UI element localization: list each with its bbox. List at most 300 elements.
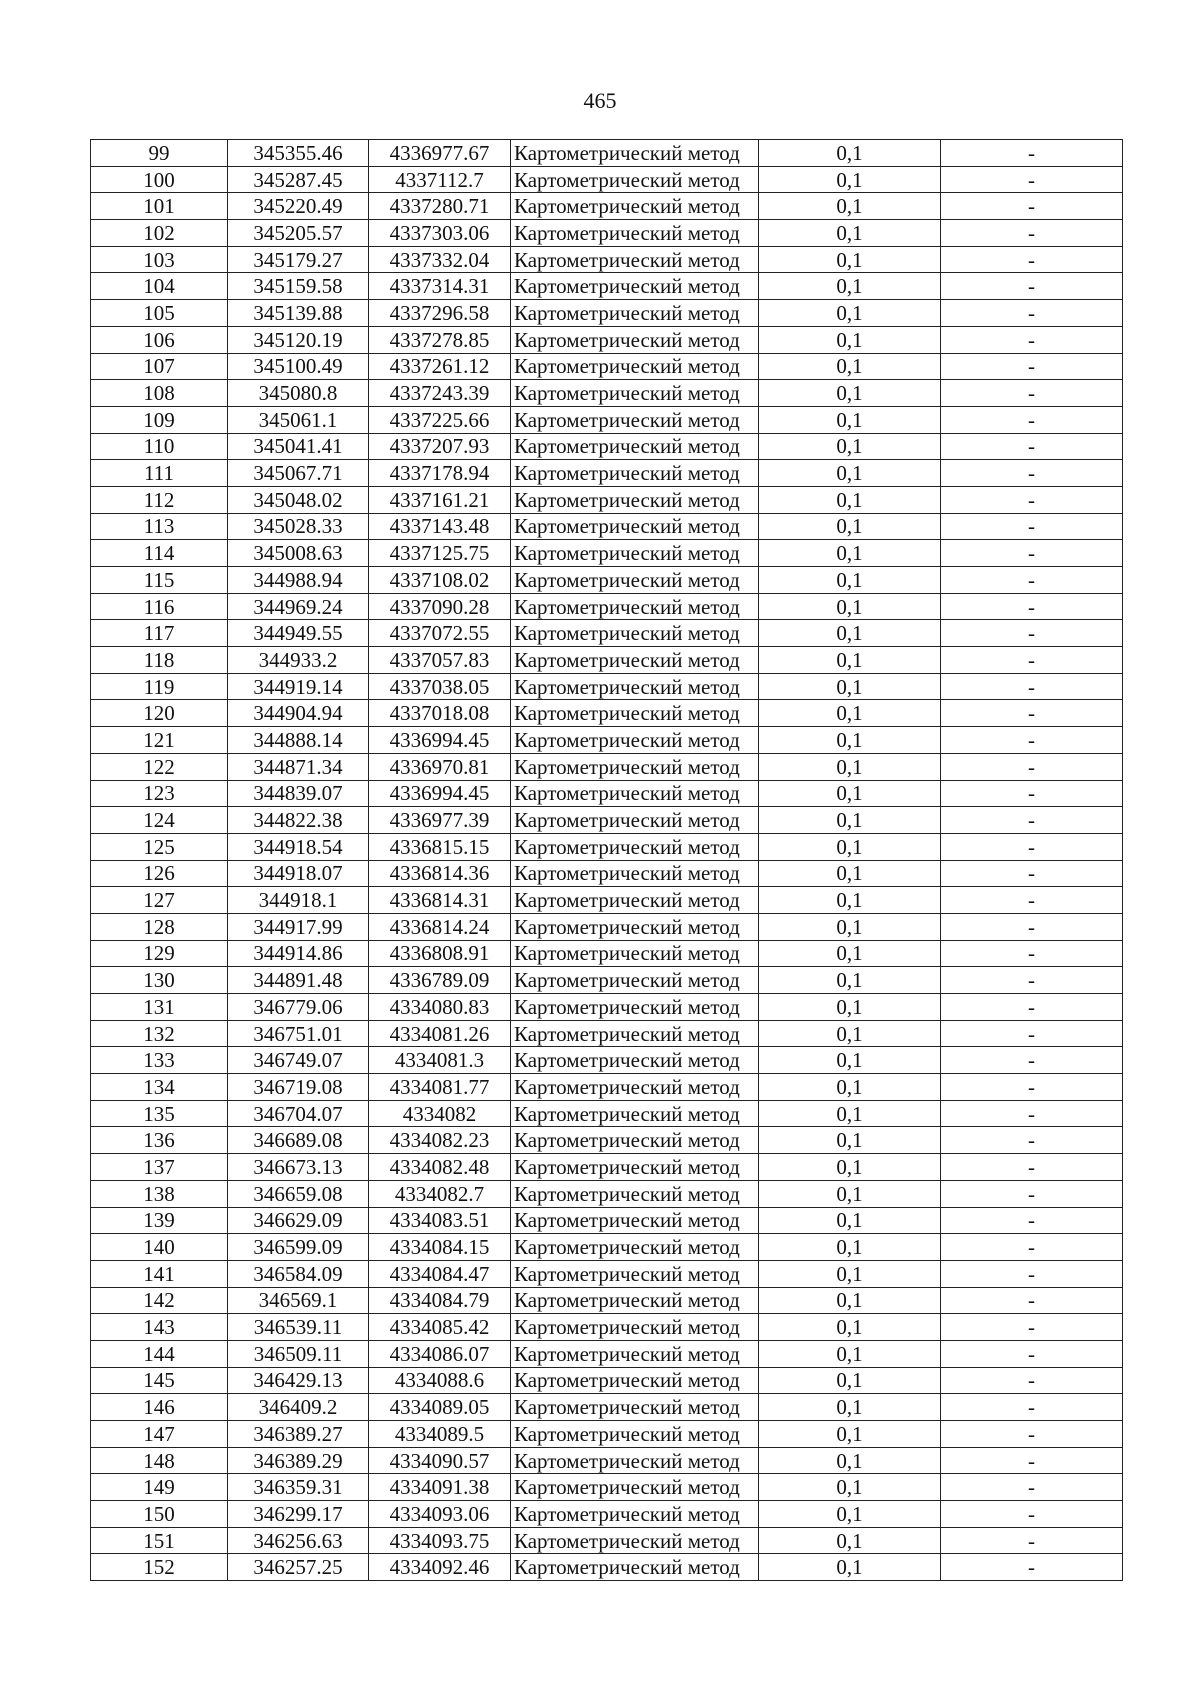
accuracy-cell: 0,1 [759, 380, 941, 407]
point-number-cell: 112 [91, 486, 228, 513]
y-coordinate-cell: 4337243.39 [369, 380, 511, 407]
accuracy-cell: 0,1 [759, 1527, 941, 1554]
x-coordinate-cell: 346509.11 [228, 1340, 369, 1367]
y-coordinate-cell: 4334091.38 [369, 1474, 511, 1501]
point-number-cell: 115 [91, 567, 228, 594]
point-number-cell: 144 [91, 1340, 228, 1367]
table-row [91, 513, 1123, 540]
x-coordinate-cell: 345220.49 [228, 193, 369, 220]
x-coordinate-cell: 344891.48 [228, 967, 369, 994]
point-number-cell: 147 [91, 1421, 228, 1448]
point-number-cell: 108 [91, 380, 228, 407]
note-cell: - [941, 406, 1123, 433]
method-cell: Картометрический метод [511, 994, 759, 1021]
y-coordinate-cell: 4337296.58 [369, 300, 511, 327]
point-number-cell: 101 [91, 193, 228, 220]
x-coordinate-cell: 346539.11 [228, 1314, 369, 1341]
point-number-cell: 113 [91, 513, 228, 540]
y-coordinate-cell: 4334086.07 [369, 1340, 511, 1367]
x-coordinate-cell: 346659.08 [228, 1180, 369, 1207]
table-row [91, 1367, 1123, 1394]
x-coordinate-cell: 344918.07 [228, 860, 369, 887]
point-number-cell: 116 [91, 593, 228, 620]
point-number-cell: 121 [91, 727, 228, 754]
point-number-cell: 104 [91, 273, 228, 300]
y-coordinate-cell: 4334090.57 [369, 1447, 511, 1474]
x-coordinate-cell: 345139.88 [228, 300, 369, 327]
table-row [91, 1074, 1123, 1101]
table-row [91, 620, 1123, 647]
accuracy-cell: 0,1 [759, 1074, 941, 1101]
accuracy-cell: 0,1 [759, 1421, 941, 1448]
x-coordinate-cell: 345080.8 [228, 380, 369, 407]
y-coordinate-cell: 4337178.94 [369, 460, 511, 487]
note-cell: - [941, 380, 1123, 407]
point-number-cell: 150 [91, 1501, 228, 1528]
accuracy-cell: 0,1 [759, 567, 941, 594]
note-cell: - [941, 1447, 1123, 1474]
accuracy-cell: 0,1 [759, 807, 941, 834]
x-coordinate-cell: 346429.13 [228, 1367, 369, 1394]
accuracy-cell: 0,1 [759, 1180, 941, 1207]
x-coordinate-cell: 344918.54 [228, 833, 369, 860]
y-coordinate-cell: 4337018.08 [369, 700, 511, 727]
method-cell: Картометрический метод [511, 593, 759, 620]
note-cell: - [941, 326, 1123, 353]
accuracy-cell: 0,1 [759, 647, 941, 674]
point-number-cell: 133 [91, 1047, 228, 1074]
y-coordinate-cell: 4334084.47 [369, 1260, 511, 1287]
table-row [91, 860, 1123, 887]
point-number-cell: 100 [91, 166, 228, 193]
x-coordinate-cell: 345205.57 [228, 220, 369, 247]
table-row [91, 1527, 1123, 1554]
y-coordinate-cell: 4337225.66 [369, 406, 511, 433]
note-cell: - [941, 460, 1123, 487]
method-cell: Картометрический метод [511, 1527, 759, 1554]
x-coordinate-cell: 346779.06 [228, 994, 369, 1021]
y-coordinate-cell: 4336815.15 [369, 833, 511, 860]
accuracy-cell: 0,1 [759, 673, 941, 700]
table-row [91, 1394, 1123, 1421]
table-row [91, 326, 1123, 353]
method-cell: Картометрический метод [511, 913, 759, 940]
x-coordinate-cell: 346389.27 [228, 1421, 369, 1448]
table-row [91, 486, 1123, 513]
y-coordinate-cell: 4337280.71 [369, 193, 511, 220]
point-number-cell: 127 [91, 887, 228, 914]
note-cell: - [941, 220, 1123, 247]
y-coordinate-cell: 4337261.12 [369, 353, 511, 380]
note-cell: - [941, 1154, 1123, 1181]
x-coordinate-cell: 344914.86 [228, 940, 369, 967]
table-row [91, 940, 1123, 967]
point-number-cell: 131 [91, 994, 228, 1021]
point-number-cell: 122 [91, 753, 228, 780]
x-coordinate-cell: 344949.55 [228, 620, 369, 647]
accuracy-cell: 0,1 [759, 353, 941, 380]
method-cell: Картометрический метод [511, 1447, 759, 1474]
method-cell: Картометрический метод [511, 1154, 759, 1181]
y-coordinate-cell: 4336814.31 [369, 887, 511, 914]
y-coordinate-cell: 4337038.05 [369, 673, 511, 700]
method-cell: Картометрический метод [511, 1287, 759, 1314]
method-cell: Картометрический метод [511, 1047, 759, 1074]
table-row [91, 1421, 1123, 1448]
accuracy-cell: 0,1 [759, 220, 941, 247]
point-number-cell: 119 [91, 673, 228, 700]
method-cell: Картометрический метод [511, 486, 759, 513]
table-row [91, 1127, 1123, 1154]
point-number-cell: 146 [91, 1394, 228, 1421]
table-row [91, 1260, 1123, 1287]
note-cell: - [941, 486, 1123, 513]
note-cell: - [941, 833, 1123, 860]
table-row [91, 887, 1123, 914]
table-row [91, 353, 1123, 380]
note-cell: - [941, 1207, 1123, 1234]
method-cell: Картометрический метод [511, 1421, 759, 1448]
table-row [91, 1180, 1123, 1207]
x-coordinate-cell: 344988.94 [228, 567, 369, 594]
y-coordinate-cell: 4334089.05 [369, 1394, 511, 1421]
accuracy-cell: 0,1 [759, 620, 941, 647]
y-coordinate-cell: 4334082.23 [369, 1127, 511, 1154]
method-cell: Картометрический метод [511, 1020, 759, 1047]
point-number-cell: 151 [91, 1527, 228, 1554]
note-cell: - [941, 433, 1123, 460]
accuracy-cell: 0,1 [759, 1260, 941, 1287]
y-coordinate-cell: 4337332.04 [369, 246, 511, 273]
point-number-cell: 102 [91, 220, 228, 247]
note-cell: - [941, 1127, 1123, 1154]
table-row [91, 1554, 1123, 1581]
accuracy-cell: 0,1 [759, 593, 941, 620]
method-cell: Картометрический метод [511, 1314, 759, 1341]
y-coordinate-cell: 4337072.55 [369, 620, 511, 647]
point-number-cell: 143 [91, 1314, 228, 1341]
x-coordinate-cell: 344919.14 [228, 673, 369, 700]
point-number-cell: 128 [91, 913, 228, 940]
point-number-cell: 99 [91, 140, 228, 167]
point-number-cell: 148 [91, 1447, 228, 1474]
method-cell: Картометрический метод [511, 273, 759, 300]
point-number-cell: 114 [91, 540, 228, 567]
note-cell: - [941, 1340, 1123, 1367]
table-row [91, 1314, 1123, 1341]
method-cell: Картометрический метод [511, 727, 759, 754]
x-coordinate-cell: 346689.08 [228, 1127, 369, 1154]
note-cell: - [941, 1074, 1123, 1101]
note-cell: - [941, 994, 1123, 1021]
table-row [91, 540, 1123, 567]
note-cell: - [941, 860, 1123, 887]
note-cell: - [941, 193, 1123, 220]
point-number-cell: 103 [91, 246, 228, 273]
method-cell: Картометрический метод [511, 326, 759, 353]
method-cell: Картометрический метод [511, 1340, 759, 1367]
x-coordinate-cell: 346673.13 [228, 1154, 369, 1181]
method-cell: Картометрический метод [511, 753, 759, 780]
x-coordinate-cell: 344918.1 [228, 887, 369, 914]
y-coordinate-cell: 4336994.45 [369, 727, 511, 754]
method-cell: Картометрический метод [511, 406, 759, 433]
point-number-cell: 134 [91, 1074, 228, 1101]
accuracy-cell: 0,1 [759, 1340, 941, 1367]
note-cell: - [941, 1367, 1123, 1394]
x-coordinate-cell: 345028.33 [228, 513, 369, 540]
note-cell: - [941, 753, 1123, 780]
x-coordinate-cell: 344871.34 [228, 753, 369, 780]
note-cell: - [941, 780, 1123, 807]
note-cell: - [941, 1180, 1123, 1207]
table-row [91, 433, 1123, 460]
x-coordinate-cell: 346599.09 [228, 1234, 369, 1261]
x-coordinate-cell: 345061.1 [228, 406, 369, 433]
accuracy-cell: 0,1 [759, 460, 941, 487]
note-cell: - [941, 913, 1123, 940]
table-row [91, 406, 1123, 433]
note-cell: - [941, 1394, 1123, 1421]
note-cell: - [941, 300, 1123, 327]
y-coordinate-cell: 4334081.77 [369, 1074, 511, 1101]
method-cell: Картометрический метод [511, 833, 759, 860]
note-cell: - [941, 353, 1123, 380]
x-coordinate-cell: 344904.94 [228, 700, 369, 727]
accuracy-cell: 0,1 [759, 246, 941, 273]
method-cell: Картометрический метод [511, 1474, 759, 1501]
x-coordinate-cell: 345008.63 [228, 540, 369, 567]
method-cell: Картометрический метод [511, 1394, 759, 1421]
accuracy-cell: 0,1 [759, 1314, 941, 1341]
point-number-cell: 123 [91, 780, 228, 807]
accuracy-cell: 0,1 [759, 273, 941, 300]
table-row [91, 1020, 1123, 1047]
point-number-cell: 141 [91, 1260, 228, 1287]
note-cell: - [941, 1100, 1123, 1127]
accuracy-cell: 0,1 [759, 1447, 941, 1474]
method-cell: Картометрический метод [511, 140, 759, 167]
accuracy-cell: 0,1 [759, 140, 941, 167]
y-coordinate-cell: 4336814.24 [369, 913, 511, 940]
y-coordinate-cell: 4336970.81 [369, 753, 511, 780]
point-number-cell: 136 [91, 1127, 228, 1154]
x-coordinate-cell: 344933.2 [228, 647, 369, 674]
point-number-cell: 105 [91, 300, 228, 327]
y-coordinate-cell: 4334092.46 [369, 1554, 511, 1581]
y-coordinate-cell: 4334089.5 [369, 1421, 511, 1448]
method-cell: Картометрический метод [511, 353, 759, 380]
y-coordinate-cell: 4337090.28 [369, 593, 511, 620]
method-cell: Картометрический метод [511, 860, 759, 887]
note-cell: - [941, 1474, 1123, 1501]
accuracy-cell: 0,1 [759, 887, 941, 914]
point-number-cell: 124 [91, 807, 228, 834]
table-row [91, 700, 1123, 727]
method-cell: Картометрический метод [511, 700, 759, 727]
accuracy-cell: 0,1 [759, 1154, 941, 1181]
y-coordinate-cell: 4334088.6 [369, 1367, 511, 1394]
x-coordinate-cell: 346569.1 [228, 1287, 369, 1314]
table-row [91, 1100, 1123, 1127]
note-cell: - [941, 593, 1123, 620]
note-cell: - [941, 967, 1123, 994]
accuracy-cell: 0,1 [759, 967, 941, 994]
x-coordinate-cell: 344822.38 [228, 807, 369, 834]
y-coordinate-cell: 4334093.06 [369, 1501, 511, 1528]
method-cell: Картометрический метод [511, 647, 759, 674]
method-cell: Картометрический метод [511, 620, 759, 647]
point-number-cell: 140 [91, 1234, 228, 1261]
table-row [91, 1287, 1123, 1314]
table-row [91, 1047, 1123, 1074]
y-coordinate-cell: 4336994.45 [369, 780, 511, 807]
accuracy-cell: 0,1 [759, 940, 941, 967]
x-coordinate-cell: 345159.58 [228, 273, 369, 300]
table-row [91, 300, 1123, 327]
table-row [91, 380, 1123, 407]
note-cell: - [941, 700, 1123, 727]
y-coordinate-cell: 4336977.39 [369, 807, 511, 834]
point-number-cell: 109 [91, 406, 228, 433]
table-row [91, 913, 1123, 940]
method-cell: Картометрический метод [511, 780, 759, 807]
table-row [91, 460, 1123, 487]
table-row [91, 567, 1123, 594]
table-row [91, 647, 1123, 674]
note-cell: - [941, 940, 1123, 967]
y-coordinate-cell: 4334082.48 [369, 1154, 511, 1181]
note-cell: - [941, 567, 1123, 594]
method-cell: Картометрический метод [511, 673, 759, 700]
y-coordinate-cell: 4334093.75 [369, 1527, 511, 1554]
table-row [91, 1447, 1123, 1474]
note-cell: - [941, 166, 1123, 193]
table-row [91, 994, 1123, 1021]
y-coordinate-cell: 4334080.83 [369, 994, 511, 1021]
note-cell: - [941, 1047, 1123, 1074]
y-coordinate-cell: 4334082.7 [369, 1180, 511, 1207]
accuracy-cell: 0,1 [759, 540, 941, 567]
accuracy-cell: 0,1 [759, 433, 941, 460]
method-cell: Картометрический метод [511, 193, 759, 220]
y-coordinate-cell: 4337303.06 [369, 220, 511, 247]
y-coordinate-cell: 4334081.3 [369, 1047, 511, 1074]
accuracy-cell: 0,1 [759, 1234, 941, 1261]
accuracy-cell: 0,1 [759, 1127, 941, 1154]
y-coordinate-cell: 4337057.83 [369, 647, 511, 674]
note-cell: - [941, 540, 1123, 567]
x-coordinate-cell: 345355.46 [228, 140, 369, 167]
table-row [91, 753, 1123, 780]
accuracy-cell: 0,1 [759, 1501, 941, 1528]
y-coordinate-cell: 4336808.91 [369, 940, 511, 967]
accuracy-cell: 0,1 [759, 406, 941, 433]
note-cell: - [941, 620, 1123, 647]
note-cell: - [941, 1314, 1123, 1341]
note-cell: - [941, 807, 1123, 834]
note-cell: - [941, 1554, 1123, 1581]
y-coordinate-cell: 4337112.7 [369, 166, 511, 193]
accuracy-cell: 0,1 [759, 513, 941, 540]
table-row [91, 220, 1123, 247]
x-coordinate-cell: 346584.09 [228, 1260, 369, 1287]
accuracy-cell: 0,1 [759, 1047, 941, 1074]
method-cell: Картометрический метод [511, 1234, 759, 1261]
table-row [91, 1234, 1123, 1261]
point-number-cell: 152 [91, 1554, 228, 1581]
y-coordinate-cell: 4336789.09 [369, 967, 511, 994]
x-coordinate-cell: 345100.49 [228, 353, 369, 380]
y-coordinate-cell: 4337314.31 [369, 273, 511, 300]
point-number-cell: 137 [91, 1154, 228, 1181]
point-number-cell: 145 [91, 1367, 228, 1394]
note-cell: - [941, 647, 1123, 674]
method-cell: Картометрический метод [511, 807, 759, 834]
y-coordinate-cell: 4334084.79 [369, 1287, 511, 1314]
accuracy-cell: 0,1 [759, 1207, 941, 1234]
table-row [91, 166, 1123, 193]
note-cell: - [941, 1527, 1123, 1554]
accuracy-cell: 0,1 [759, 1554, 941, 1581]
accuracy-cell: 0,1 [759, 913, 941, 940]
note-cell: - [941, 727, 1123, 754]
method-cell: Картометрический метод [511, 166, 759, 193]
table-row [91, 273, 1123, 300]
note-cell: - [941, 1421, 1123, 1448]
accuracy-cell: 0,1 [759, 860, 941, 887]
x-coordinate-cell: 345287.45 [228, 166, 369, 193]
note-cell: - [941, 673, 1123, 700]
note-cell: - [941, 273, 1123, 300]
point-number-cell: 120 [91, 700, 228, 727]
accuracy-cell: 0,1 [759, 1020, 941, 1047]
table-row [91, 967, 1123, 994]
point-number-cell: 118 [91, 647, 228, 674]
point-number-cell: 125 [91, 833, 228, 860]
point-number-cell: 106 [91, 326, 228, 353]
note-cell: - [941, 246, 1123, 273]
accuracy-cell: 0,1 [759, 700, 941, 727]
x-coordinate-cell: 346751.01 [228, 1020, 369, 1047]
y-coordinate-cell: 4334084.15 [369, 1234, 511, 1261]
x-coordinate-cell: 345179.27 [228, 246, 369, 273]
point-number-cell: 126 [91, 860, 228, 887]
table-row [91, 780, 1123, 807]
method-cell: Картометрический метод [511, 380, 759, 407]
x-coordinate-cell: 346704.07 [228, 1100, 369, 1127]
point-number-cell: 149 [91, 1474, 228, 1501]
x-coordinate-cell: 345048.02 [228, 486, 369, 513]
table-row [91, 1154, 1123, 1181]
y-coordinate-cell: 4334085.42 [369, 1314, 511, 1341]
method-cell: Картометрический метод [511, 1180, 759, 1207]
y-coordinate-cell: 4337108.02 [369, 567, 511, 594]
accuracy-cell: 0,1 [759, 1367, 941, 1394]
method-cell: Картометрический метод [511, 246, 759, 273]
note-cell: - [941, 513, 1123, 540]
accuracy-cell: 0,1 [759, 1394, 941, 1421]
note-cell: - [941, 1287, 1123, 1314]
note-cell: - [941, 887, 1123, 914]
table-row [91, 140, 1123, 167]
x-coordinate-cell: 346749.07 [228, 1047, 369, 1074]
point-number-cell: 130 [91, 967, 228, 994]
x-coordinate-cell: 346299.17 [228, 1501, 369, 1528]
x-coordinate-cell: 346409.2 [228, 1394, 369, 1421]
point-number-cell: 135 [91, 1100, 228, 1127]
method-cell: Картометрический метод [511, 513, 759, 540]
